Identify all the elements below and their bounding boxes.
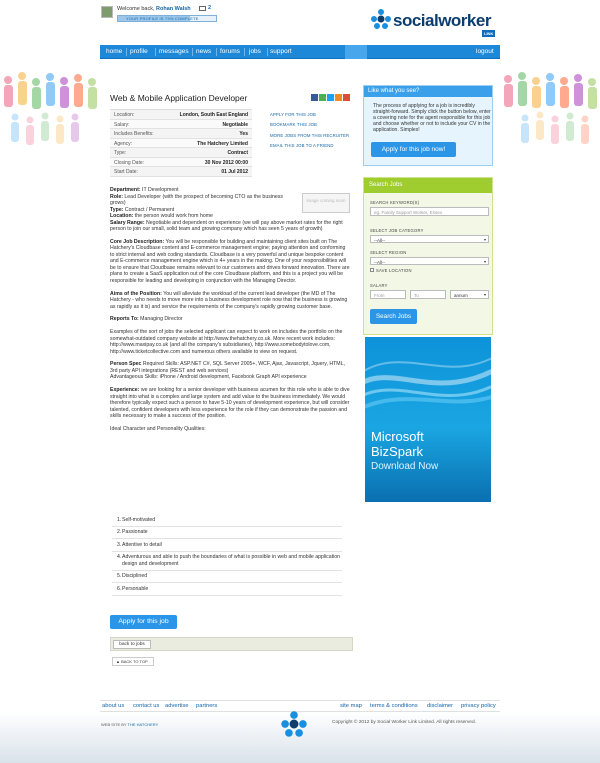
core-description (110, 239, 350, 285)
intro-block (110, 187, 296, 220)
reports-label: Reports To: (110, 316, 139, 323)
role-label: Role: (110, 193, 123, 200)
detail-label: Location: (114, 112, 135, 118)
chevron-down-icon: ▾ (483, 259, 486, 264)
aims-label: Aims of the Position: (110, 290, 162, 297)
detail-value: Yes (239, 131, 248, 137)
footer-about-link[interactable]: about us (102, 703, 125, 709)
detail-value: 01 Jul 2012 (221, 169, 248, 175)
salary-value: Negotiable and dependent on experience (we will pay above market rates for the right person to join our small, solid team and growing company which has seen 5 years of growth) (110, 219, 343, 232)
footer-sitemap-link[interactable]: site map (340, 703, 362, 709)
list-item-number: 5. (117, 573, 122, 579)
save-location-label: SAVE LOCATION (376, 268, 412, 273)
nav-divider (244, 48, 245, 56)
bookmark-link[interactable]: BOOKMARK THIS JOB (270, 122, 317, 128)
type-value: Contract / Permanent (123, 206, 175, 213)
ideal-heading: Ideal Character and Personality Qualities: (110, 426, 206, 433)
hatchery-link[interactable]: THE HATCHERY (127, 722, 159, 727)
detail-label: Agency: (114, 140, 133, 147)
profile-progress-bar[interactable] (117, 15, 217, 22)
chevron-down-icon: ▾ (483, 237, 486, 242)
list-item (112, 527, 342, 540)
like-heading: Like what you see? (364, 86, 492, 97)
spec-text: Required Skills: ASP.NET C#, SQL Server 2005+, WCF, Ajax, Javascript, Jquery, HTML, 3rd party API integrations (REST and web services) (110, 361, 345, 374)
search-jobs-box (363, 177, 493, 335)
main-nav (100, 45, 500, 59)
detail-label: Start Date: (114, 169, 138, 175)
message-count[interactable]: 2 (208, 5, 212, 11)
nav-divider (155, 48, 156, 56)
profile-progress-text: YOUR PROFILE IS 73% COMPLETE (126, 16, 199, 21)
salary-label: Salary Range: (110, 219, 145, 226)
category-label: SELECT JOB CATEGORY (370, 228, 424, 233)
list-item-number: 1. (117, 516, 122, 523)
type-label: Type: (110, 206, 124, 213)
list-item-text: Adventurous and able to push the boundaries of what is possible in web and mobile application design and development (122, 554, 341, 567)
detail-label: Includes Benefits: (114, 131, 154, 137)
nav-divider (126, 48, 127, 56)
ad-download-now[interactable]: Download Now (371, 461, 439, 472)
up-arrow-icon: ▲ (116, 659, 122, 664)
share-orange-icon[interactable] (335, 94, 342, 101)
job-details-table (110, 109, 252, 177)
back-to-top-label: BACK TO TOP (121, 659, 148, 664)
chevron-down-icon: ▾ (483, 292, 486, 297)
welcome-text (117, 6, 191, 12)
location-label: Location: (110, 213, 134, 219)
logo-link-tag: LINK (484, 31, 494, 36)
detail-row (110, 110, 252, 120)
logo-wordmark (393, 11, 491, 31)
list-item-text: Disciplined (122, 573, 148, 579)
apply-now-button[interactable]: Apply for this job now! (371, 142, 456, 157)
category-select[interactable] (370, 235, 489, 243)
nav-profile[interactable]: profile (130, 48, 148, 55)
footer-contact-link[interactable]: contact us (133, 703, 160, 709)
experience-label: Experience: (110, 387, 140, 394)
list-item-number: 2. (117, 529, 122, 535)
detail-label: Type: (114, 150, 127, 156)
welcome-label: Welcome back, (117, 6, 157, 12)
qualities-list (112, 514, 342, 596)
envelope-icon[interactable] (199, 6, 206, 11)
list-item-text: Passionate (122, 529, 148, 535)
list-item (112, 552, 342, 571)
list-item-text: Personable (122, 585, 149, 592)
top-bar (0, 0, 600, 42)
detail-value: The Hatchery Limited (197, 140, 248, 147)
web-site-by (101, 722, 158, 727)
back-to-jobs-button[interactable]: back to jobs (113, 640, 151, 649)
region-select[interactable] (370, 257, 489, 265)
detail-row (110, 167, 252, 177)
list-item-number: 3. (117, 541, 122, 548)
department-label: Department: (110, 187, 141, 193)
copyright-text: Copyright © 2012 by Social Worker Link Limited. All rights reserved. (332, 720, 476, 725)
nav-jobs[interactable]: jobs (249, 48, 261, 55)
core-text: You will be responsible for building and maintaining client sites built on The Hatchery's Cloudbase content and E-commerce management engine; paying attention and conforming to strict internal and web coding standards. Cloudbase is a very powerful and unique bespoke content and E-commerce management engine which is 4+ years in the making. One of your responsibilities will be to ensure that Cloudbase remains relevant to our customers and drives forward innovation. There are plans to create a SaaS application out of the core Cloudbase platform, and this is a project you will be responsible for leading and developing in conjunction with the Managing Director. (110, 238, 350, 284)
nav-news[interactable]: news (196, 48, 212, 55)
search-heading: Search Jobs (364, 178, 492, 193)
salary-to-input[interactable]: To (410, 290, 446, 299)
list-item-number: 6. (117, 585, 122, 592)
detail-row (110, 139, 252, 149)
ad-swirl-graphic (365, 337, 491, 422)
bizspark-ad[interactable] (365, 337, 491, 502)
user-name-link[interactable]: Rohan Walsh (156, 6, 191, 12)
ad-line-1: Microsoft (371, 429, 424, 444)
image-placeholder-text: image coming soon (306, 198, 346, 203)
spec-advantageous: Advantageous Skills: iPhone / Android development, Facebook Graph API experience (110, 374, 307, 381)
department-value: IT Development (140, 187, 179, 193)
location-value: the person would work from home (133, 213, 213, 219)
nav-divider (216, 48, 217, 56)
list-item (112, 514, 342, 527)
detail-row (110, 158, 252, 168)
email-friend-link[interactable]: EMAIL THIS JOB TO A FRIEND (270, 142, 334, 148)
twitter-icon[interactable] (327, 94, 334, 101)
back-to-top-button[interactable] (112, 657, 154, 666)
list-item-text: Self-motivated (122, 516, 156, 523)
apply-link[interactable]: APPLY FOR THIS JOB (270, 112, 316, 117)
examples-paragraph: Examples of the sort of jobs the selected applicant can expect to work on includes the portfolio on the somewhat-outdated company website at http://www.thehatchery.co.uk. More recent work includes: http://www.maxipay.co.uk (and all the company's subsidiaries), http://www.somebodytolove.com, http://www.ticketcollective.com and numerous others available to view on request. (110, 329, 343, 355)
footer-privacy-link[interactable]: privacy policy (461, 703, 496, 709)
keywords-input[interactable]: eg. Family Support Worker, Essex (370, 207, 489, 216)
experience-paragraph (110, 387, 350, 420)
salary-period-select[interactable] (450, 290, 489, 299)
spec-paragraph (110, 361, 350, 381)
more-jobs-link[interactable]: MORE JOBS FROM THIS RECRUITER (270, 132, 350, 138)
salary-from-input[interactable]: From (370, 290, 406, 299)
nav-support[interactable]: support (270, 48, 292, 55)
reports-text: Managing Director (138, 316, 183, 323)
footer-logo-icon (280, 710, 308, 738)
list-item (112, 583, 342, 596)
spec-label: Person Spec (110, 361, 142, 368)
share-icons (311, 94, 353, 102)
site-logo[interactable] (370, 8, 500, 38)
aims-text: You will alleviate the workload of the current lead developer (the MD of The Hatchery - who needs to move more into a business development role now that the business is growing as rapidly as it is) and service the requirements of the company's rapidly growing customer base. (110, 290, 348, 310)
detail-label: Closing Date: (114, 159, 145, 166)
detail-value: London, South East England (179, 112, 248, 118)
ad-line-2: BizSpark (371, 444, 424, 459)
like-text: The process of applying for a job is incredibly straight-forward. Simply click the button below, enter a covering note for the agent responsible for this job and choose whether or not to include your CV in the application. Simples! (373, 103, 491, 133)
aims-paragraph (110, 291, 350, 311)
detail-row (110, 148, 252, 158)
logo-word-worker: worker (438, 11, 491, 30)
share-green-icon[interactable] (319, 94, 326, 101)
web-site-by-label: WEB SITE BY (101, 722, 128, 727)
list-item-text: Attentive to detail (122, 541, 162, 548)
nav-divider (267, 48, 268, 56)
footer-advertise-link[interactable]: advertise (165, 703, 189, 709)
logo-star-icon (370, 8, 392, 30)
nav-forums[interactable]: forums (220, 48, 240, 55)
detail-value: Contract (227, 150, 248, 156)
keywords-label: SEARCH KEYWORD(S) (370, 200, 420, 205)
footer-disclaimer-link[interactable]: disclaimer (427, 703, 454, 709)
detail-row (110, 129, 252, 139)
salary-label: SALARY (370, 283, 388, 288)
detail-value: 30 Nov 2012 00:00 (204, 159, 248, 166)
logo-word-social: social (393, 11, 439, 30)
job-description (110, 187, 350, 439)
category-value: --All-- (374, 237, 385, 243)
like-what-you-see-box (363, 85, 493, 166)
nav-messages[interactable]: messages (159, 48, 189, 55)
email-share-icon[interactable] (343, 94, 350, 101)
apply-button[interactable]: Apply for this job (110, 615, 177, 629)
role-value: Lead Developer (with the prospect of becoming CTO as the business grows) (110, 193, 283, 206)
search-jobs-button[interactable]: Search Jobs (370, 309, 417, 324)
user-avatar[interactable] (101, 6, 113, 18)
list-item-number: 4. (117, 554, 122, 560)
list-item (112, 539, 342, 552)
facebook-icon[interactable] (311, 94, 318, 101)
footer-terms-link[interactable]: terms & conditions (370, 703, 418, 709)
reports-paragraph (110, 316, 350, 323)
core-label: Core Job Description: (110, 238, 165, 245)
nav-divider (192, 48, 193, 56)
detail-value: Negotiable (222, 121, 248, 128)
detail-label: Salary: (114, 121, 130, 128)
nav-active-highlight (345, 45, 367, 59)
save-location-checkbox[interactable] (370, 268, 374, 272)
footer-partners-link[interactable]: partners (196, 703, 218, 709)
job-title: Web & Mobile Application Developer (110, 93, 248, 103)
region-value: --All-- (374, 259, 385, 265)
list-item (112, 571, 342, 584)
experience-text: we are looking for a senior developer with business acumen for this role who is able to dive straight into what is a complex and large system and add value to the business immediately. We would therefore typically expect such a person to have 5-10 years of development experience, but will consider talented, confident developers with less experience for the role if they can demonstrate the passion and skills necessary to make a success of the position. (110, 387, 350, 420)
salary-block (110, 220, 350, 233)
nav-home[interactable]: home (106, 48, 123, 55)
nav-logout[interactable]: logout (476, 48, 494, 55)
job-action-links (270, 112, 349, 153)
detail-row (110, 120, 252, 130)
region-label: SELECT REGION (370, 250, 407, 255)
salary-period-value: annum (454, 292, 468, 298)
